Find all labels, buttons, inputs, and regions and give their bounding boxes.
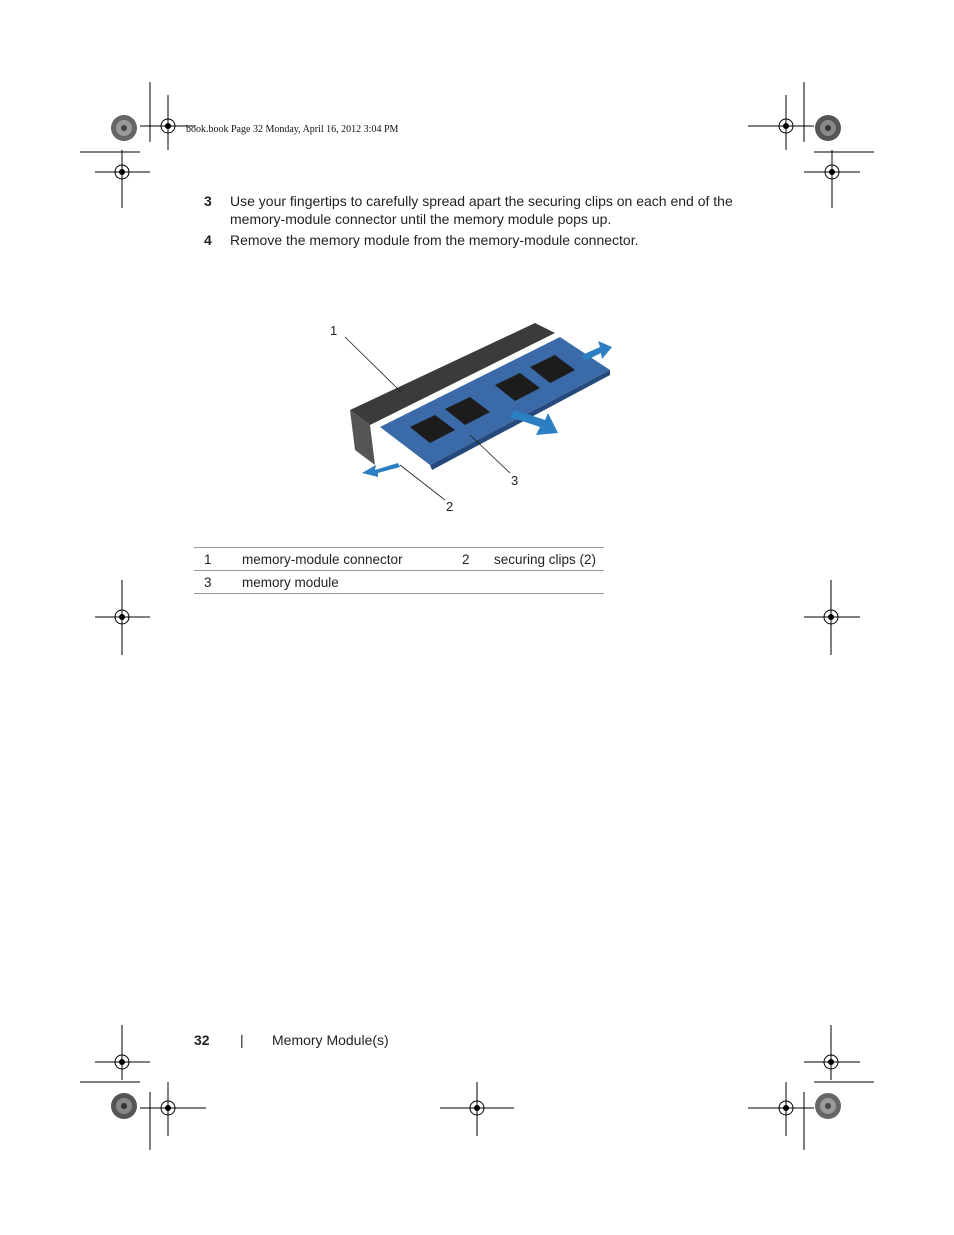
legend-label: securing clips (2) (494, 551, 597, 567)
table-row (194, 548, 604, 571)
callout-legend-table (194, 547, 604, 594)
callout-1: 1 (330, 323, 338, 338)
memory-module-drawing (320, 315, 620, 525)
callout-2: 2 (446, 499, 454, 514)
arrow-left-icon (362, 463, 400, 477)
step-4 (204, 231, 764, 249)
table-row (194, 571, 604, 594)
step-text: Remove the memory module from the memory-module connector. (230, 232, 639, 248)
legend-number (462, 571, 494, 594)
memory-module-illustration (320, 315, 620, 525)
legend-label: memory module (242, 574, 339, 590)
arrow-right-icon (582, 341, 612, 361)
step-text: Use your fingertips to carefully spread apart the securing clips on each end of the memory-module connector until the memory module pops up. (230, 193, 733, 227)
section-title: Memory Module(s) (272, 1032, 389, 1048)
footer-separator: | (240, 1032, 244, 1048)
legend-number: 2 (462, 551, 470, 567)
legend-label: memory-module connector (242, 551, 403, 567)
legend-number: 3 (204, 574, 212, 590)
print-slug: book.book Page 32 Monday, April 16, 2012 3:04 PM (186, 124, 399, 135)
page-number: 32 (194, 1032, 210, 1048)
step-number: 4 (204, 232, 212, 248)
step-number: 3 (204, 193, 212, 209)
legend-number: 1 (204, 551, 212, 567)
callout-3: 3 (511, 473, 519, 488)
legend-label (494, 571, 604, 594)
step-3 (204, 192, 764, 228)
